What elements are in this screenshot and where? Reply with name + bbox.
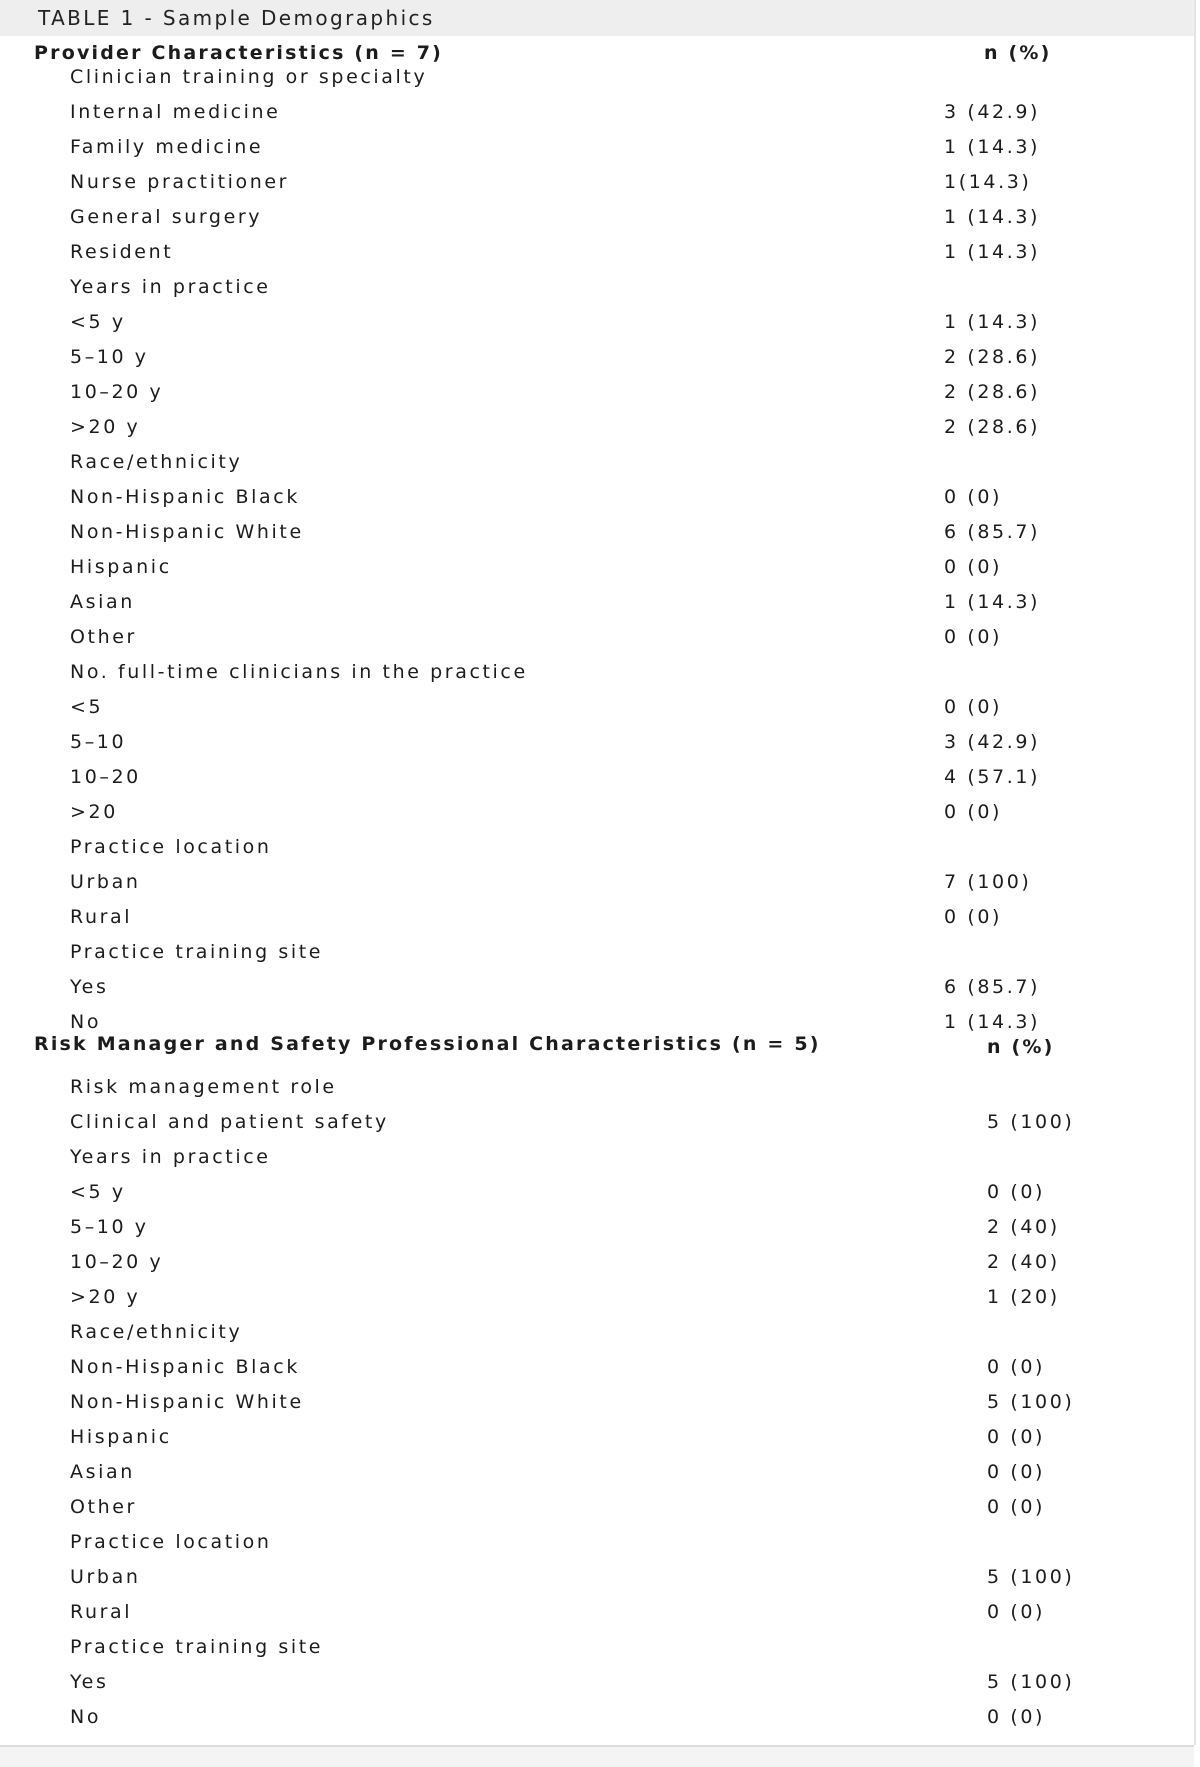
row-value: 3 (42.9) <box>944 731 1041 753</box>
row-label: Rural <box>70 1601 133 1623</box>
section2-title: Risk Manager and Safety Professional Characteristics (n = 5) <box>34 1033 821 1055</box>
row-value: 2 (28.6) <box>944 346 1041 368</box>
row-label: Urban <box>70 871 141 893</box>
row-label: Internal medicine <box>70 101 281 123</box>
row-label: Practice training site <box>70 941 324 963</box>
row-value: 0 (0) <box>944 626 1003 648</box>
row-label: >20 <box>70 801 118 823</box>
row-label: Other <box>70 626 137 648</box>
row-value: 0 (0) <box>944 556 1003 578</box>
row-label: No <box>70 1706 102 1728</box>
row-label: Urban <box>70 1566 141 1588</box>
row-label: Race/ethnicity <box>70 1321 243 1343</box>
row-label: Non-Hispanic White <box>70 521 304 543</box>
row-label: >20 y <box>70 1286 141 1308</box>
row-value: 5 (100) <box>987 1566 1075 1588</box>
row-label: Years in practice <box>70 276 271 298</box>
row-label: Non-Hispanic White <box>70 1391 304 1413</box>
row-value: 1 (14.3) <box>944 241 1041 263</box>
row-value: 0 (0) <box>987 1426 1046 1448</box>
row-label: Practice location <box>70 1531 272 1553</box>
row-value: 1 (14.3) <box>944 311 1041 333</box>
row-value: 1(14.3) <box>944 171 1032 193</box>
row-label: General surgery <box>70 206 263 228</box>
row-value: 0 (0) <box>987 1496 1046 1518</box>
section1-title: Provider Characteristics (n = 7) <box>34 42 444 64</box>
row-label: <5 y <box>70 1181 126 1203</box>
row-value: 0 (0) <box>987 1461 1046 1483</box>
row-label: Hispanic <box>70 1426 172 1448</box>
row-label: Practice training site <box>70 1636 324 1658</box>
row-value: 5 (100) <box>987 1391 1075 1413</box>
row-label: Years in practice <box>70 1146 271 1168</box>
row-value: 2 (40) <box>987 1216 1060 1238</box>
row-label: Other <box>70 1496 137 1518</box>
row-label: 5–10 <box>70 731 127 753</box>
row-value: 0 (0) <box>944 486 1003 508</box>
row-value: 1 (14.3) <box>944 206 1041 228</box>
row-value: 0 (0) <box>987 1601 1046 1623</box>
row-label: Resident <box>70 241 174 263</box>
row-label: Clinician training or specialty <box>70 66 428 88</box>
row-value: 6 (85.7) <box>944 976 1041 998</box>
row-value: 0 (0) <box>944 696 1003 718</box>
row-label: 5–10 y <box>70 346 149 368</box>
row-label: 5–10 y <box>70 1216 149 1238</box>
row-value: 5 (100) <box>987 1671 1075 1693</box>
row-value: 0 (0) <box>944 906 1003 928</box>
row-label: 10–20 y <box>70 1251 164 1273</box>
row-label: Practice location <box>70 836 272 858</box>
row-value: 3 (42.9) <box>944 101 1041 123</box>
row-label: <5 <box>70 696 104 718</box>
row-value: 2 (28.6) <box>944 381 1041 403</box>
row-value: 2 (28.6) <box>944 416 1041 438</box>
row-label: <5 y <box>70 311 126 333</box>
row-label: 10–20 y <box>70 381 164 403</box>
row-label: Hispanic <box>70 556 172 578</box>
row-value: 1 (14.3) <box>944 136 1041 158</box>
row-label: Family medicine <box>70 136 264 158</box>
row-value: 6 (85.7) <box>944 521 1041 543</box>
row-value: 1 (14.3) <box>944 1011 1041 1033</box>
row-value: 4 (57.1) <box>944 766 1041 788</box>
row-label: Non-Hispanic Black <box>70 486 300 508</box>
row-label: Risk management role <box>70 1076 337 1098</box>
row-value: 0 (0) <box>987 1356 1046 1378</box>
row-label: Clinical and patient safety <box>70 1111 389 1133</box>
row-label: Yes <box>70 1671 109 1693</box>
row-value: 2 (40) <box>987 1251 1060 1273</box>
row-value: 1 (14.3) <box>944 591 1041 613</box>
row-label: No. full-time clinicians in the practice <box>70 661 528 683</box>
row-value: 0 (0) <box>944 801 1003 823</box>
row-label: Asian <box>70 1461 135 1483</box>
section2-column-header: n (%) <box>987 1036 1055 1058</box>
row-value: 0 (0) <box>987 1181 1046 1203</box>
section1-column-header: n (%) <box>984 42 1052 64</box>
row-label: Nurse practitioner <box>70 171 290 193</box>
row-label: Rural <box>70 906 133 928</box>
row-value: 5 (100) <box>987 1111 1075 1133</box>
row-value: 7 (100) <box>944 871 1032 893</box>
row-label: >20 y <box>70 416 141 438</box>
row-label: Asian <box>70 591 135 613</box>
row-label: Non-Hispanic Black <box>70 1356 300 1378</box>
table-footer <box>0 1747 1194 1767</box>
row-value: 0 (0) <box>987 1706 1046 1728</box>
row-label: No <box>70 1011 102 1033</box>
row-label: Race/ethnicity <box>70 451 243 473</box>
row-value: 1 (20) <box>987 1286 1060 1308</box>
row-label: Yes <box>70 976 109 998</box>
row-label: 10–20 <box>70 766 141 788</box>
table-caption: TABLE 1 - Sample Demographics <box>0 0 1194 36</box>
